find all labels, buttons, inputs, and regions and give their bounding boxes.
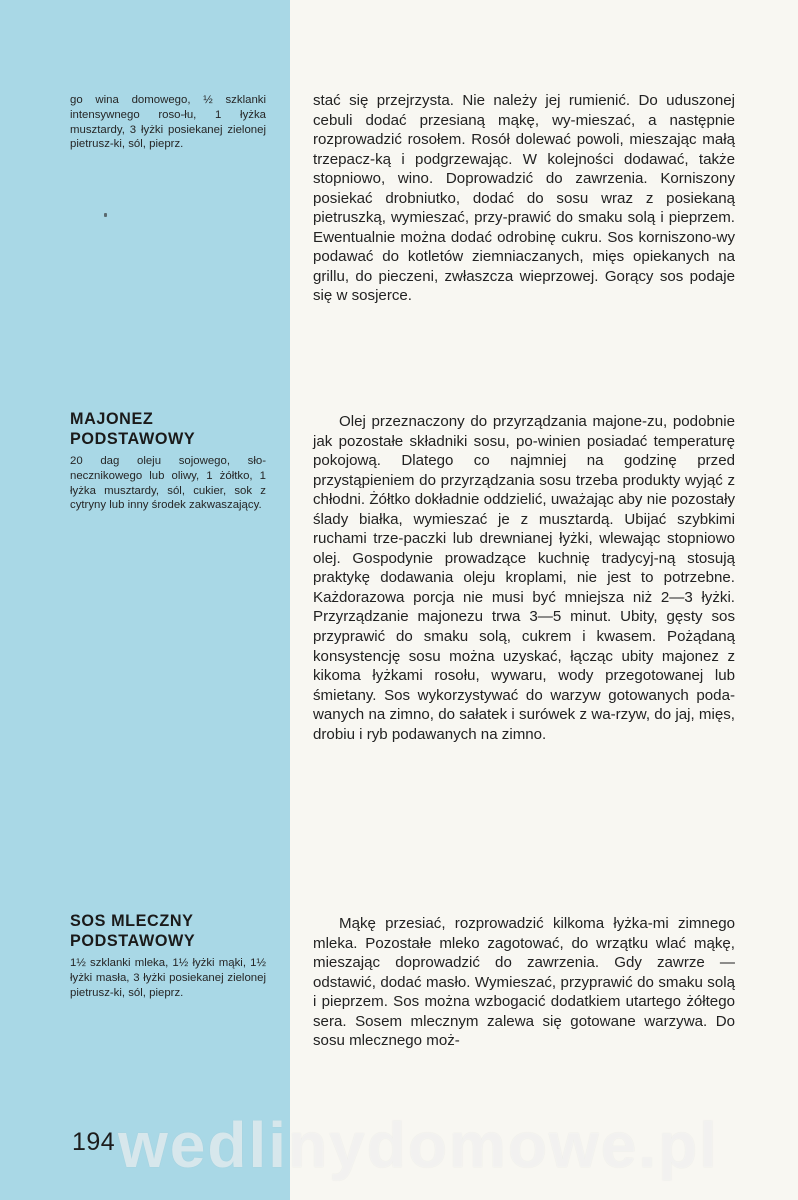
ingredients-list-sos-mleczny: 1½ szklanki mleka, 1½ łyżki mąki, 1½ łyżki masła, 3 łyżki posiekanej zielonej pietrusz-ki, sól, pieprz. (70, 957, 266, 999)
title-line: PODSTAWOWY (70, 429, 196, 448)
title-line: MAJONEZ (70, 410, 154, 428)
recipe-title-sos-mleczny (70, 912, 270, 951)
page-number: 194 (72, 1128, 116, 1156)
title-line: PODSTAWOWY (70, 931, 196, 950)
watermark: wedlinydomowe.pl (118, 1109, 719, 1181)
ingredients-list-continued: go wina domowego, ½ szklanki intensywnego roso-łu, 1 łyżka musztardy, 3 łyżki posiekanej zielonej pietrusz-ki, sól, pieprz. (70, 94, 266, 151)
recipe-body-majonez: Olej przeznaczony do przyrządzania majone-zu, podobnie jak pozostałe składniki sosu, po-winien posiadać temperaturę pokojową. Dlatego co najmniej na godzinę przed przystąpieniem do przyrządzania sosu trzeba produkty wyjąć z chłodni. Żółtko dokładnie oddzielić, uważając aby nie pozostały ślady białka, wymieszać je z musztardą. Ubijać szybkimi ruchami trze-paczki lub drewnianej łyżki, wlewając stopniowo olej. Gospodynie prowadzące kuchnię tradycyj-ną stosują praktykę dodawania oleju kroplami, nie jest to potrzebne. Każdorazowa porcja nie musi być mniejsza niż 2—3 łyżki. Przyrządzanie majonezu trwa 3—5 minut. Ubity, gęsty sos przyprawić do smaku solą, cukrem i kwasem. Pożądaną konsystencję sosu można uzyskać, łącząc ubity majonez z kikoma łyżkami rosołu, wywaru, wody przegotowanej lub śmietany. Sos wykorzystywać do warzyw gotowanych poda-wanych na zimno, do sałatek i surówek z wa-rzyw, do jaj, mięs, drobiu i ryb podawanych na zimno. (313, 413, 735, 743)
ingredients-list-majonez: 20 dag oleju sojowego, sło-necznikowego lub oliwy, 1 żółtko, 1 łyżka musztardy, sól, cukier, sok z cytryny lub inny środek zakwaszający. (70, 455, 266, 512)
recipe-title-majonez (70, 410, 270, 449)
recipe-body-continued: stać się przejrzysta. Nie należy jej rumienić. Do uduszonej cebuli dodać przesianą mąkę, wy-mieszać, a następnie rozprowadzić rosołem. Rosół dolewać powoli, mieszając małą trzepacz-ką i podgrzewając. W kolejności dodawać, także stopniowo, wino. Doprowadzić do zawrzenia. Korniszony posiekać drobniutko, dodać do sosu wraz z posiekaną pietruszką, wymieszać, przy-prawić do smaku solą i pieprzem. Ewentualnie można dodać odrobinę cukru. Sos korniszono-wy podawać do kotletów ziemniaczanych, mięs opiekanych na grillu, do pieczeni, zwłaszcza wieprzowej. Gorący sos podaje się w sosjerce. (313, 92, 735, 305)
bullet-icon (104, 213, 107, 217)
sidebar-panel (0, 0, 290, 1200)
recipe-body-sos-mleczny: Mąkę przesiać, rozprowadzić kilkoma łyżka-mi zimnego mleka. Pozostałe mleko zagotować, do wrzątku wlać mąkę, mieszając doprowadzić do zawrzenia. Gdy zawrze — odstawić, dodać masło. Wymieszać, przyprawić do smaku solą i pieprzem. Sos można wzbogacić dodatkiem utartego żółtego sera. Sosem mlecznym zalewa się gotowane warzywa. Do sosu mlecznego moż- (313, 915, 735, 1050)
title-line: SOS MLECZNY (70, 912, 194, 930)
